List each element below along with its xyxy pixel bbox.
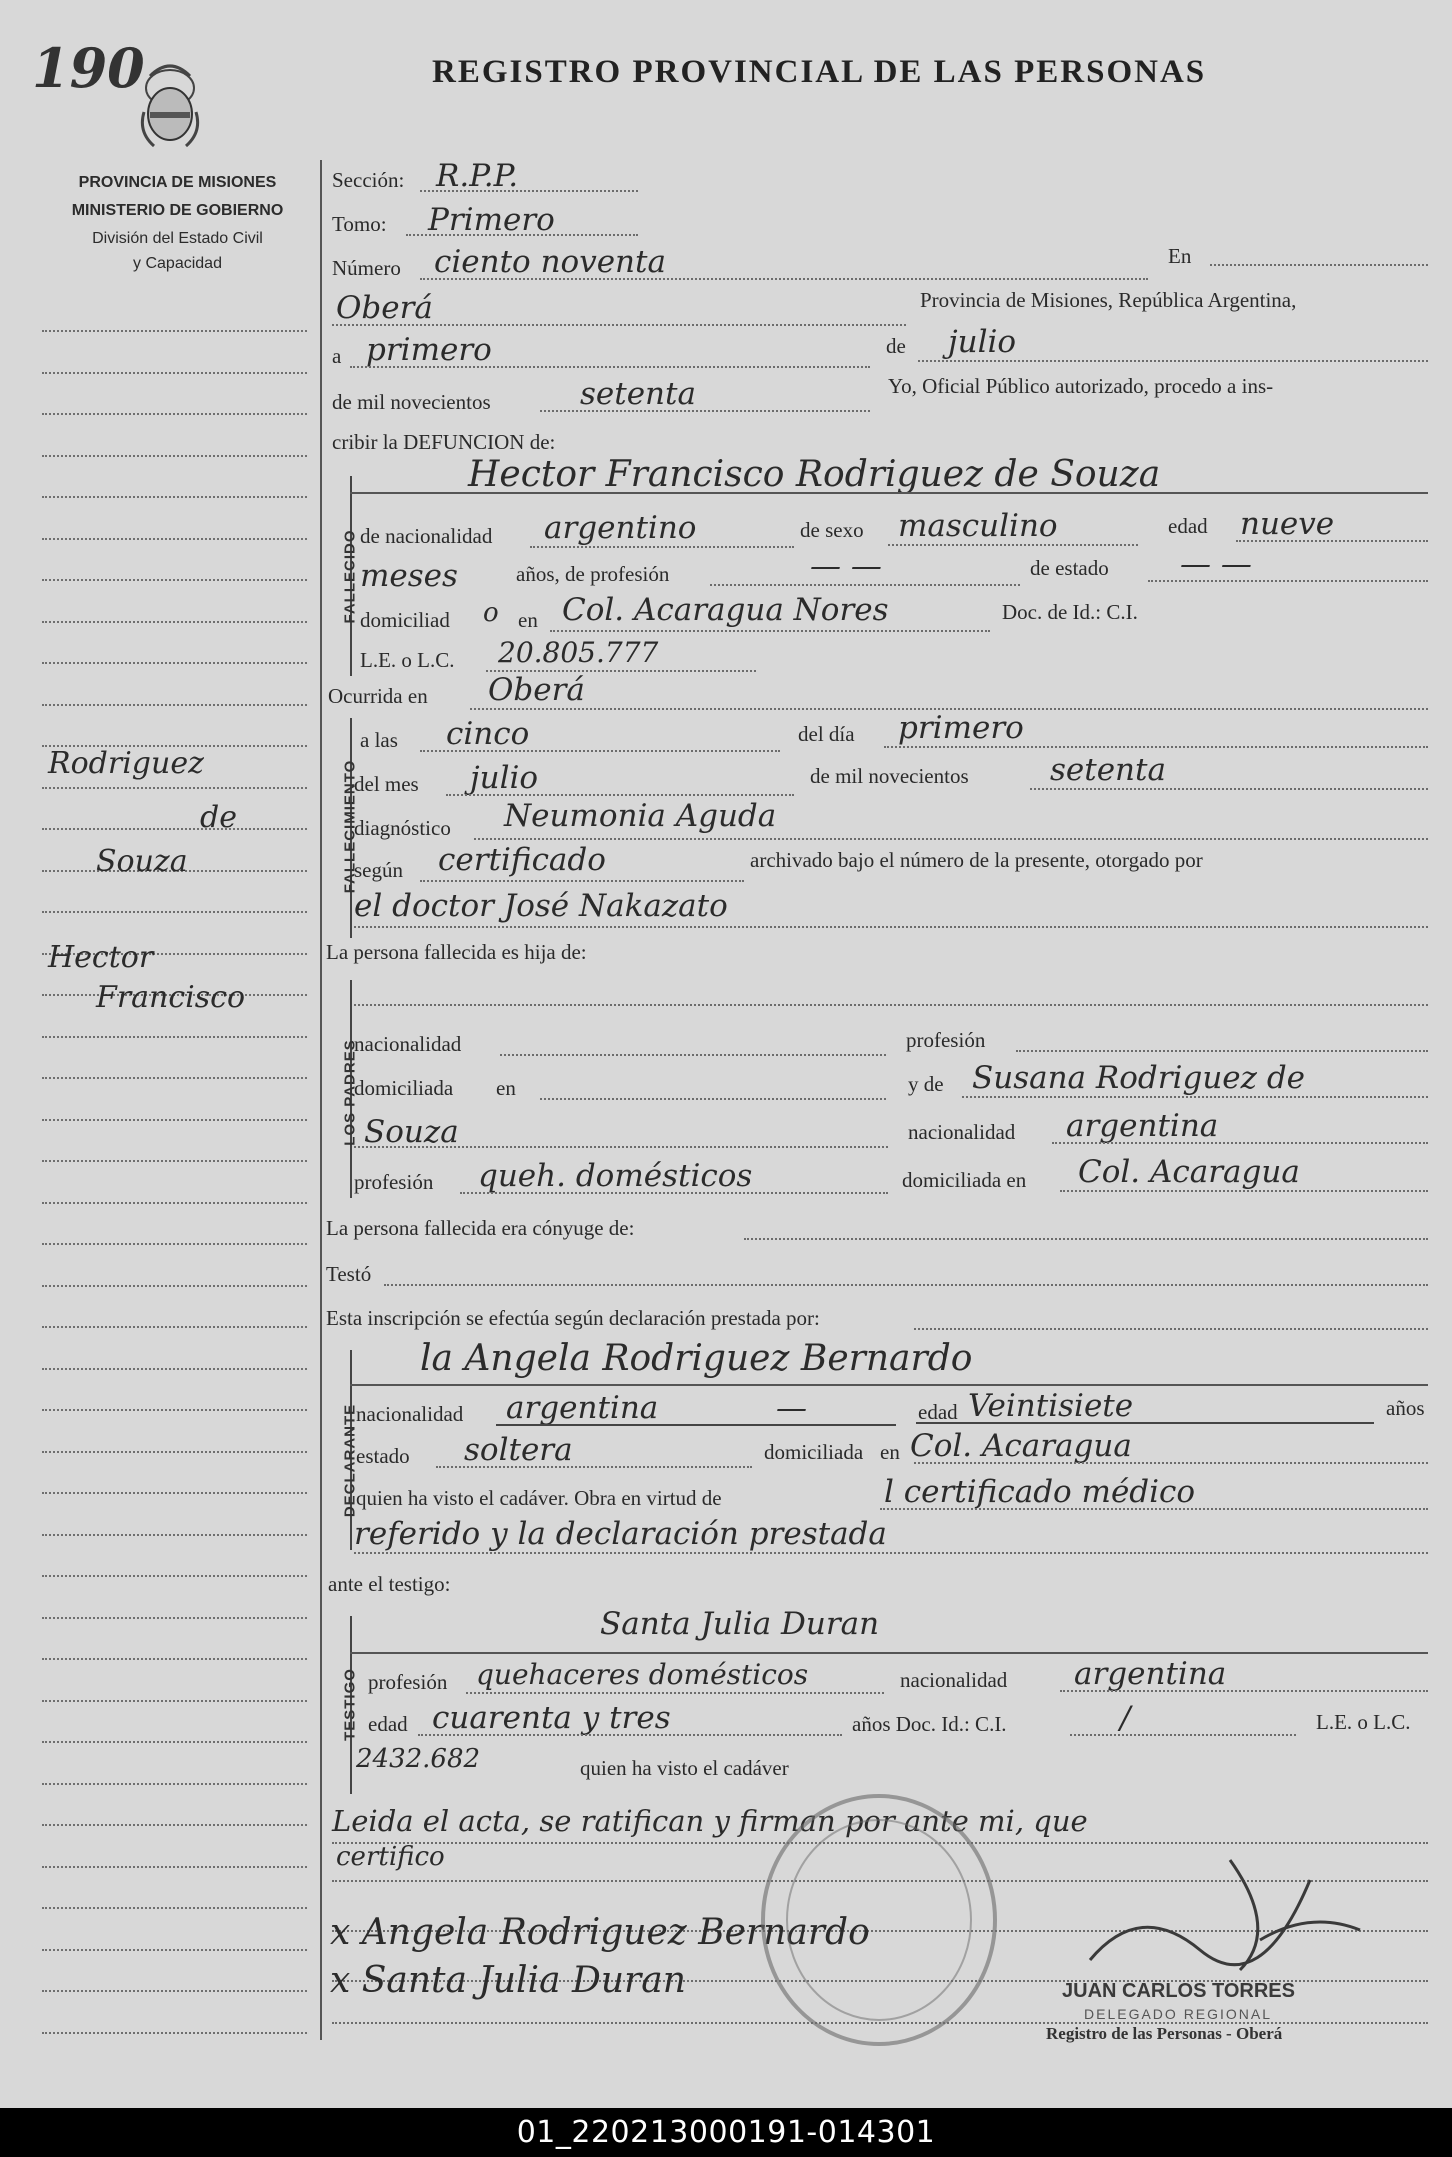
margin-ruled-line bbox=[42, 828, 307, 830]
archivado-label: archivado bajo el número de la presente, otorgado por bbox=[750, 848, 1203, 872]
margin-ruled-line bbox=[42, 1451, 307, 1453]
oficial-label: Yo, Oficial Público autorizado, procedo a ins- bbox=[888, 374, 1274, 398]
testigo-edad-value: cuarenta y tres bbox=[432, 1700, 671, 1736]
margin-ruled-line bbox=[42, 1077, 307, 1079]
doctor-value: el doctor José Nakazato bbox=[354, 888, 728, 924]
tomo-value: Primero bbox=[428, 202, 555, 238]
edad-value: nueve bbox=[1240, 506, 1335, 542]
ocurrida-label: Ocurrida en bbox=[328, 684, 428, 708]
margin-ruled-line bbox=[42, 1119, 307, 1121]
margin-ruled-line bbox=[42, 1036, 307, 1038]
estado-label: de estado bbox=[1030, 556, 1109, 580]
ministry-label: MINISTERIO DE GOBIERNO bbox=[71, 202, 284, 219]
margin-ruled-line bbox=[42, 330, 307, 332]
declarante-name: la Angela Rodriguez Bernardo bbox=[420, 1338, 973, 1379]
margin-ruled-line bbox=[42, 538, 307, 540]
margin-ruled-line bbox=[42, 1368, 307, 1370]
margin-note-given-2: Francisco bbox=[96, 980, 246, 1015]
declarante-estado-label: estado bbox=[356, 1444, 410, 1468]
side-label-fallecimiento: FALLECIMIENTO bbox=[341, 759, 359, 894]
closing-statement: Leida el acta, se ratifican y firman por ante mi, que bbox=[332, 1804, 1088, 1838]
doc-id-label: Doc. de Id.: C.I. bbox=[1002, 600, 1138, 624]
anio2-value: setenta bbox=[1050, 752, 1166, 788]
coat-of-arms-seal bbox=[134, 52, 206, 152]
margin-ruled-line bbox=[42, 1243, 307, 1245]
margin-ruled-line bbox=[42, 1824, 307, 1826]
madre-value: Susana Rodriguez de bbox=[972, 1060, 1306, 1096]
margin-ruled-line bbox=[42, 1492, 307, 1494]
margin-ruled-line bbox=[42, 704, 307, 706]
margin-ruled-line bbox=[42, 1202, 307, 1204]
madre-nacionalidad-label: nacionalidad bbox=[908, 1120, 1016, 1144]
testigo-nacionalidad-value: argentina bbox=[1074, 1656, 1227, 1692]
margin-note-de: de bbox=[200, 800, 237, 835]
margin-ruled-line bbox=[42, 496, 307, 498]
meses-value: meses bbox=[360, 558, 458, 594]
numero-label: Número bbox=[332, 256, 401, 280]
margin-ruled-line bbox=[42, 662, 307, 664]
conyuge-label: La persona fallecida era cónyuge de: bbox=[326, 1216, 635, 1240]
signature-testigo: x Santa Julia Duran bbox=[330, 1960, 686, 2001]
margin-ruled-line bbox=[42, 1575, 307, 1577]
domiciliado-suffix: o bbox=[483, 598, 499, 628]
madre-profesion-label: profesión bbox=[354, 1170, 434, 1194]
margin-note-souza: Souza bbox=[96, 844, 188, 879]
cribir-label: cribir la DEFUNCION de: bbox=[332, 430, 556, 454]
declarante-edad-label: edad bbox=[918, 1400, 958, 1424]
declarante-edad-value: Veintisiete bbox=[968, 1388, 1134, 1424]
margin-ruled-line bbox=[42, 1990, 307, 1992]
estado-value: — — bbox=[1180, 546, 1252, 582]
madre-domicilio-value: Col. Acaragua bbox=[1078, 1154, 1300, 1190]
ciudad-value: Oberá bbox=[336, 290, 433, 326]
margin-ruled-line bbox=[42, 1534, 307, 1536]
testigo-edad-label: edad bbox=[368, 1712, 408, 1736]
margin-note-surname: Rodriguez bbox=[48, 746, 204, 781]
declarante-nacionalidad-value: argentina bbox=[506, 1390, 659, 1426]
anio-value: setenta bbox=[580, 376, 696, 412]
declarante-domiciliada-label: domiciliada bbox=[764, 1440, 864, 1464]
domiciliado-label: domiciliad bbox=[360, 608, 450, 632]
margin-ruled-line bbox=[42, 1741, 307, 1743]
margin-ruled-line bbox=[42, 372, 307, 374]
declarante-anos-label: años bbox=[1386, 1396, 1425, 1420]
inscripcion-label: Esta inscripción se efectúa según declaración prestada por: bbox=[326, 1306, 820, 1330]
dia-value: primero bbox=[366, 332, 492, 368]
diagnostico-value: Neumonia Aguda bbox=[504, 798, 777, 834]
signature-declarante: x Angela Rodriguez Bernardo bbox=[330, 1912, 870, 1953]
a-label: a bbox=[332, 344, 342, 368]
testigo-anos-doc-label: años Doc. Id.: C.I. bbox=[852, 1712, 1007, 1736]
segun-label: según bbox=[354, 858, 403, 882]
mes-value: julio bbox=[948, 324, 1017, 360]
sexo-label: de sexo bbox=[800, 518, 864, 542]
anos-profesion-label: años, de profesión bbox=[516, 562, 670, 586]
quien-visto-label: quien ha visto el cadáver. Obra en virtud de bbox=[356, 1486, 722, 1510]
official-role: DELEGADO REGIONAL bbox=[1084, 2006, 1273, 2022]
margin-ruled-line bbox=[42, 787, 307, 789]
padre-en-label: en bbox=[496, 1076, 516, 1100]
side-label-declarante: DECLARANTE bbox=[341, 1403, 359, 1518]
declarante-nacionalidad-dash: — bbox=[776, 1390, 807, 1426]
page-number: 190 bbox=[32, 36, 145, 100]
domicilio-en-label: en bbox=[518, 608, 538, 632]
testo-label: Testó bbox=[326, 1262, 372, 1286]
margin-ruled-line bbox=[42, 2032, 307, 2034]
del-dia-label: del día bbox=[798, 722, 855, 746]
declarante-en-label: en bbox=[880, 1440, 900, 1464]
province-label: PROVINCIA DE MISIONES bbox=[78, 174, 277, 191]
numero-value: ciento noventa bbox=[434, 244, 666, 280]
testigo-profesion-label: profesión bbox=[368, 1670, 448, 1694]
padre-nacionalidad-label: nacionalidad bbox=[354, 1032, 462, 1056]
madre-value-2: Souza bbox=[364, 1114, 459, 1150]
declarante-estado-value: soltera bbox=[464, 1432, 573, 1468]
testigo-doc-value: / bbox=[1120, 1700, 1131, 1736]
left-column-border bbox=[320, 160, 322, 2040]
margin-note-given: Hector bbox=[48, 940, 154, 975]
segun-value: certificado bbox=[438, 842, 606, 878]
de-mil2-label: de mil novecientos bbox=[810, 764, 969, 788]
quien-visto-2-label: quien ha visto el cadáver bbox=[580, 1756, 789, 1780]
image-id-footer: 01_220213000191-014301 bbox=[0, 2108, 1452, 2157]
padre-domiciliada-label: domiciliada bbox=[354, 1076, 454, 1100]
diagnostico-label: diagnóstico bbox=[354, 816, 451, 840]
le-value: 20.805.777 bbox=[498, 636, 659, 669]
mes2-value: julio bbox=[470, 760, 539, 796]
declarante-domicilio-value: Col. Acaragua bbox=[910, 1428, 1132, 1464]
margin-ruled-line bbox=[42, 579, 307, 581]
del-mes-label: del mes bbox=[354, 772, 419, 796]
division-label-2: y Capacidad bbox=[133, 255, 222, 272]
margin-ruled-line bbox=[42, 1783, 307, 1785]
declarante-nacionalidad-label: nacionalidad bbox=[356, 1402, 464, 1426]
madre-nacionalidad-value: argentina bbox=[1066, 1108, 1219, 1144]
a-las-label: a las bbox=[360, 728, 398, 752]
padre-profesion-label: profesión bbox=[906, 1028, 986, 1052]
testigo-profesion-value: quehaceres domésticos bbox=[476, 1658, 809, 1691]
margin-ruled-line bbox=[42, 1285, 307, 1287]
margin-ruled-line bbox=[42, 1866, 307, 1868]
margin-ruled-line bbox=[42, 1700, 307, 1702]
seccion-value: R.P.P. bbox=[436, 158, 519, 194]
tomo-label: Tomo: bbox=[332, 212, 387, 236]
madre-profesion-value: queh. domésticos bbox=[478, 1158, 753, 1194]
margin-ruled-line bbox=[42, 621, 307, 623]
profesion-value: — — bbox=[810, 548, 882, 584]
nacionalidad-value: argentino bbox=[544, 510, 697, 546]
provincia-label: Provincia de Misiones, República Argentina, bbox=[920, 288, 1297, 312]
hija-label: La persona fallecida es hija de: bbox=[326, 940, 587, 964]
testigo-le-label: L.E. o L.C. bbox=[1316, 1710, 1411, 1734]
margin-ruled-line bbox=[42, 413, 307, 415]
nacionalidad-label: de nacionalidad bbox=[360, 524, 493, 548]
obra-value: l certificado médico bbox=[884, 1474, 1196, 1510]
certifico-text: certifico bbox=[336, 1842, 445, 1872]
official-name: JUAN CARLOS TORRES bbox=[1062, 1980, 1295, 2002]
document-title: REGISTRO PROVINCIAL DE LAS PERSONAS bbox=[432, 54, 1207, 90]
referido-value: referido y la declaración prestada bbox=[354, 1516, 887, 1552]
ante-testigo-label: ante el testigo: bbox=[328, 1572, 451, 1596]
margin-ruled-line bbox=[42, 1907, 307, 1909]
ocurrida-value: Oberá bbox=[488, 672, 585, 708]
deceased-name: Hector Francisco Rodriguez de Souza bbox=[468, 454, 1161, 495]
division-label: División del Estado Civil bbox=[92, 230, 263, 247]
side-label-padres: LOS PADRES bbox=[341, 1039, 359, 1146]
madre-domiciliada-label: domiciliada en bbox=[902, 1168, 1027, 1192]
margin-ruled-line bbox=[42, 911, 307, 913]
side-label-testigo: TESTIGO bbox=[341, 1668, 359, 1741]
dia2-value: primero bbox=[898, 710, 1024, 746]
margin-ruled-line bbox=[42, 455, 307, 457]
margin-ruled-line bbox=[42, 1160, 307, 1162]
de-label: de bbox=[886, 334, 906, 358]
hora-value: cinco bbox=[446, 716, 530, 752]
seccion-label: Sección: bbox=[332, 168, 405, 192]
margin-ruled-line bbox=[42, 1949, 307, 1951]
de-mil-label: de mil novecientos bbox=[332, 390, 491, 414]
side-label-fallecido: FALLECIDO bbox=[341, 529, 359, 624]
official-signature bbox=[1080, 1840, 1370, 1990]
official-office: Registro de las Personas - Oberá bbox=[1046, 2024, 1283, 2043]
le-label: L.E. o L.C. bbox=[360, 648, 455, 672]
official-round-stamp bbox=[754, 1790, 1004, 2050]
margin-ruled-line bbox=[42, 1326, 307, 1328]
testigo-nacionalidad-label: nacionalidad bbox=[900, 1668, 1008, 1692]
y-de-label: y de bbox=[908, 1072, 944, 1096]
testigo-name: Santa Julia Duran bbox=[600, 1606, 880, 1642]
edad-label: edad bbox=[1168, 514, 1208, 538]
en-label: En bbox=[1168, 244, 1192, 268]
domicilio-value: Col. Acaragua Nores bbox=[562, 592, 889, 628]
sexo-value: masculino bbox=[898, 508, 1058, 544]
margin-ruled-line bbox=[42, 1658, 307, 1660]
margin-ruled-line bbox=[42, 1409, 307, 1411]
testigo-le-value: 2432.682 bbox=[356, 1744, 481, 1774]
margin-ruled-line bbox=[42, 1617, 307, 1619]
